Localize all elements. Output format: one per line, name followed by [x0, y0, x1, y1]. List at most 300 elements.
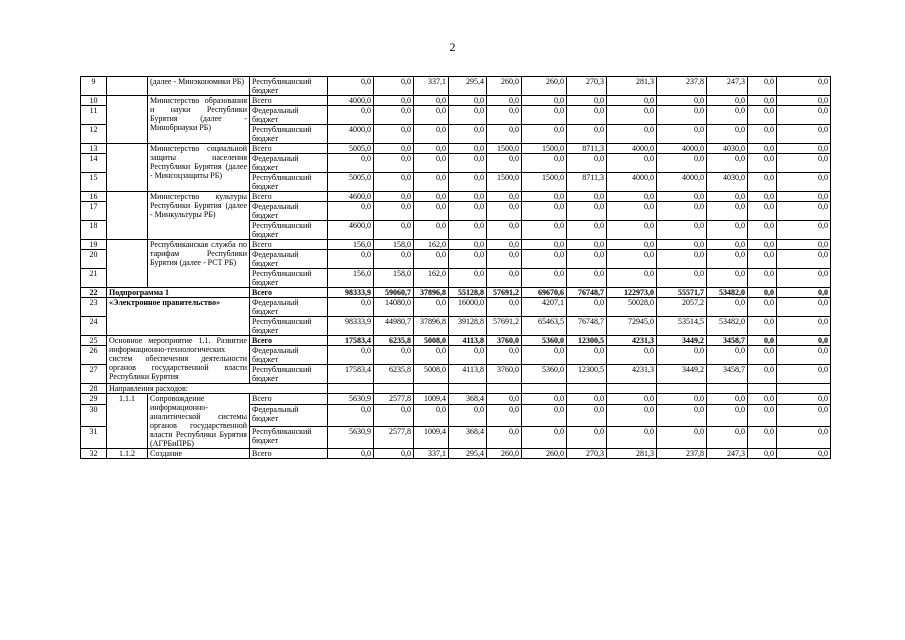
value-cell: 0,0 — [607, 202, 657, 221]
empty-cell — [657, 384, 707, 394]
value-cell: 0,0 — [487, 394, 522, 405]
empty-cell — [449, 384, 487, 394]
funding-source: Федеральный бюджет — [250, 106, 328, 125]
value-cell: 0,0 — [777, 288, 831, 298]
value-cell: 247,3 — [707, 449, 748, 459]
budget-table — [80, 76, 831, 459]
funding-source: Федеральный бюджет — [250, 405, 328, 427]
value-cell: 0,0 — [748, 144, 777, 154]
value-cell: 0,0 — [748, 405, 777, 427]
value-cell: 337,1 — [414, 77, 449, 96]
value-cell: 0,0 — [567, 106, 607, 125]
value-cell: 0,0 — [522, 125, 567, 144]
value-cell: 0,0 — [487, 250, 522, 269]
value-cell: 0,0 — [449, 269, 487, 288]
value-cell: 0,0 — [567, 125, 607, 144]
value-cell: 2577,8 — [374, 394, 414, 405]
value-cell: 0,0 — [707, 240, 748, 250]
value-cell: 4000,0 — [607, 173, 657, 192]
value-cell: 16000,0 — [449, 298, 487, 317]
value-cell: 3449,2 — [657, 336, 707, 346]
funding-source: Республиканский бюджет — [250, 125, 328, 144]
value-cell: 44980,7 — [374, 317, 414, 336]
table-row — [81, 240, 831, 250]
funding-source: Республиканский бюджет — [250, 317, 328, 336]
value-cell: 0,0 — [777, 365, 831, 384]
value-cell: 3458,7 — [707, 365, 748, 384]
value-cell: 0,0 — [449, 125, 487, 144]
row-number: 9 — [81, 77, 107, 96]
value-cell: 2577,8 — [374, 427, 414, 449]
value-cell: 0,0 — [657, 250, 707, 269]
value-cell: 0,0 — [748, 192, 777, 202]
value-cell: 0,0 — [777, 125, 831, 144]
value-cell: 3449,2 — [657, 365, 707, 384]
value-cell: 0,0 — [657, 269, 707, 288]
row-number: 16 — [81, 192, 107, 202]
value-cell: 0,0 — [414, 173, 449, 192]
subprogram-name: «Электронное правительство» — [107, 298, 250, 336]
row-number: 15 — [81, 173, 107, 192]
value-cell: 0,0 — [707, 106, 748, 125]
funding-source: Федеральный бюджет — [250, 202, 328, 221]
value-cell: 0,0 — [522, 346, 567, 365]
value-cell: 5008,0 — [414, 336, 449, 346]
value-cell: 0,0 — [374, 202, 414, 221]
empty-cell — [522, 384, 567, 394]
value-cell: 260,0 — [487, 449, 522, 459]
value-cell: 0,0 — [607, 221, 657, 240]
value-cell: 0,0 — [748, 288, 777, 298]
value-cell: 0,0 — [657, 96, 707, 106]
value-cell: 0,0 — [657, 202, 707, 221]
value-cell: 55128,8 — [449, 288, 487, 298]
empty-cell — [414, 384, 449, 394]
value-cell: 0,0 — [522, 96, 567, 106]
value-cell: 1500,0 — [522, 144, 567, 154]
value-cell: 158,0 — [374, 240, 414, 250]
value-cell: 1500,0 — [487, 144, 522, 154]
value-cell: 0,0 — [777, 269, 831, 288]
value-cell: 0,0 — [707, 405, 748, 427]
empty-cell — [487, 384, 522, 394]
value-cell: 0,0 — [449, 106, 487, 125]
value-cell: 0,0 — [414, 250, 449, 269]
table-row — [81, 394, 831, 405]
value-cell: 0,0 — [487, 96, 522, 106]
value-cell: 0,0 — [567, 250, 607, 269]
value-cell: 0,0 — [522, 192, 567, 202]
value-cell: 6235,8 — [374, 336, 414, 346]
funding-source: Всего — [250, 144, 328, 154]
value-cell: 0,0 — [374, 96, 414, 106]
activity-code: 1.1.1 — [107, 394, 148, 449]
row-number: 10 — [81, 96, 107, 106]
value-cell: 281,3 — [607, 77, 657, 96]
value-cell: 0,0 — [607, 394, 657, 405]
minecon-label: (далее - Минэкономики РБ) — [148, 77, 250, 96]
subprogram-title: Подпрограмма 1 — [107, 288, 250, 298]
value-cell: 0,0 — [449, 346, 487, 365]
value-cell: 76748,7 — [567, 288, 607, 298]
row-number: 28 — [81, 384, 107, 394]
value-cell: 0,0 — [567, 346, 607, 365]
value-cell: 337,1 — [414, 449, 449, 459]
value-cell: 247,3 — [707, 77, 748, 96]
value-cell: 0,0 — [449, 144, 487, 154]
value-cell: 0,0 — [328, 298, 374, 317]
value-cell: 237,8 — [657, 449, 707, 459]
value-cell: 270,3 — [567, 449, 607, 459]
value-cell: 4000,0 — [657, 144, 707, 154]
value-cell: 368,4 — [449, 427, 487, 449]
value-cell: 4000,0 — [328, 125, 374, 144]
funding-source: Всего — [250, 192, 328, 202]
value-cell: 237,8 — [657, 77, 707, 96]
value-cell: 295,4 — [449, 77, 487, 96]
value-cell: 4000,0 — [657, 173, 707, 192]
funding-source: Всего — [250, 240, 328, 250]
value-cell: 0,0 — [748, 336, 777, 346]
table-row — [81, 298, 831, 317]
value-cell: 122973,0 — [607, 288, 657, 298]
value-cell: 65463,5 — [522, 317, 567, 336]
row-number: 31 — [81, 427, 107, 449]
funding-source: Федеральный бюджет — [250, 154, 328, 173]
funding-source: Республиканский бюджет — [250, 269, 328, 288]
value-cell: 0,0 — [414, 154, 449, 173]
value-cell: 0,0 — [328, 449, 374, 459]
value-cell: 0,0 — [777, 144, 831, 154]
value-cell: 4000,0 — [607, 144, 657, 154]
value-cell: 0,0 — [567, 96, 607, 106]
value-cell: 0,0 — [374, 221, 414, 240]
funding-source: Федеральный бюджет — [250, 250, 328, 269]
value-cell: 3458,7 — [707, 336, 748, 346]
value-cell: 0,0 — [567, 221, 607, 240]
funding-source: Республиканский бюджет — [250, 173, 328, 192]
value-cell: 0,0 — [522, 269, 567, 288]
funding-source: Всего — [250, 288, 328, 298]
value-cell: 0,0 — [607, 269, 657, 288]
value-cell: 37896,8 — [414, 317, 449, 336]
value-cell: 37896,8 — [414, 288, 449, 298]
value-cell: 0,0 — [607, 125, 657, 144]
activity-name: Сопровождение информационно-аналитической системы органов государственной власти Республики Бурятия (АГРБиПРБ) — [148, 394, 250, 449]
value-cell: 0,0 — [748, 365, 777, 384]
value-cell: 4030,0 — [707, 144, 748, 154]
value-cell: 0,0 — [522, 221, 567, 240]
value-cell: 0,0 — [522, 427, 567, 449]
value-cell: 0,0 — [777, 77, 831, 96]
value-cell: 0,0 — [748, 427, 777, 449]
value-cell: 53482,0 — [707, 317, 748, 336]
value-cell: 0,0 — [748, 449, 777, 459]
empty-cell — [374, 384, 414, 394]
value-cell: 0,0 — [707, 221, 748, 240]
funding-source: Федеральный бюджет — [250, 298, 328, 317]
row-number: 12 — [81, 125, 107, 144]
empty-cell — [607, 384, 657, 394]
value-cell: 0,0 — [777, 298, 831, 317]
funding-source: Республиканский бюджет — [250, 77, 328, 96]
value-cell: 0,0 — [657, 394, 707, 405]
value-cell: 4113,8 — [449, 365, 487, 384]
value-cell: 0,0 — [777, 154, 831, 173]
funding-source: Всего — [250, 96, 328, 106]
value-cell: 69670,6 — [522, 288, 567, 298]
value-cell: 0,0 — [522, 240, 567, 250]
value-cell: 1500,0 — [487, 173, 522, 192]
value-cell: 0,0 — [777, 173, 831, 192]
value-cell: 0,0 — [777, 449, 831, 459]
value-cell: 295,4 — [449, 449, 487, 459]
value-cell: 156,0 — [328, 240, 374, 250]
value-cell: 0,0 — [777, 221, 831, 240]
value-cell: 0,0 — [414, 192, 449, 202]
funding-source: Республиканский бюджет — [250, 427, 328, 449]
value-cell: 14080,0 — [374, 298, 414, 317]
value-cell: 0,0 — [777, 96, 831, 106]
value-cell: 0,0 — [777, 427, 831, 449]
value-cell: 0,0 — [748, 394, 777, 405]
value-cell: 0,0 — [374, 154, 414, 173]
value-cell: 0,0 — [748, 96, 777, 106]
row-number: 26 — [81, 346, 107, 365]
value-cell: 0,0 — [657, 405, 707, 427]
funding-source: Всего — [250, 336, 328, 346]
value-cell: 0,0 — [487, 298, 522, 317]
value-cell: 0,0 — [414, 346, 449, 365]
empty-cell — [777, 384, 831, 394]
value-cell: 0,0 — [777, 336, 831, 346]
value-cell: 0,0 — [374, 173, 414, 192]
value-cell: 0,0 — [374, 346, 414, 365]
value-cell: 5630,9 — [328, 427, 374, 449]
value-cell: 0,0 — [748, 269, 777, 288]
value-cell: 0,0 — [707, 154, 748, 173]
empty-cell — [748, 384, 777, 394]
value-cell: 12300,5 — [567, 365, 607, 384]
value-cell: 17583,4 — [328, 336, 374, 346]
value-cell: 0,0 — [777, 202, 831, 221]
value-cell: 0,0 — [567, 192, 607, 202]
row-number: 13 — [81, 144, 107, 154]
value-cell: 4231,3 — [607, 365, 657, 384]
value-cell: 0,0 — [657, 427, 707, 449]
value-cell: 0,0 — [449, 192, 487, 202]
row-number: 11 — [81, 106, 107, 125]
value-cell: 0,0 — [748, 298, 777, 317]
value-cell: 0,0 — [748, 173, 777, 192]
value-cell: 0,0 — [748, 240, 777, 250]
value-cell: 0,0 — [707, 394, 748, 405]
value-cell: 0,0 — [777, 192, 831, 202]
table-row — [81, 288, 831, 298]
value-cell: 0,0 — [414, 405, 449, 427]
value-cell: 0,0 — [707, 192, 748, 202]
value-cell: 0,0 — [328, 405, 374, 427]
row-number: 27 — [81, 365, 107, 384]
value-cell: 0,0 — [522, 106, 567, 125]
value-cell: 0,0 — [567, 427, 607, 449]
value-cell: 0,0 — [607, 154, 657, 173]
value-cell: 0,0 — [567, 240, 607, 250]
value-cell: 57691,2 — [487, 288, 522, 298]
value-cell: 0,0 — [449, 202, 487, 221]
empty-cell — [707, 384, 748, 394]
value-cell: 0,0 — [522, 394, 567, 405]
activity-code: 1.1.2 — [107, 449, 148, 459]
minsoc-label: Министерство социальной защиты населения Республики Бурятия (далее - Минсоцзащиты РБ) — [148, 144, 250, 192]
value-cell: 0,0 — [328, 346, 374, 365]
value-cell: 0,0 — [657, 125, 707, 144]
value-cell: 0,0 — [487, 154, 522, 173]
value-cell: 0,0 — [707, 96, 748, 106]
value-cell: 0,0 — [374, 77, 414, 96]
value-cell: 50028,0 — [607, 298, 657, 317]
value-cell: 0,0 — [657, 106, 707, 125]
value-cell: 0,0 — [607, 405, 657, 427]
row-number: 24 — [81, 317, 107, 336]
value-cell: 0,0 — [607, 192, 657, 202]
value-cell: 4000,0 — [328, 96, 374, 106]
value-cell: 0,0 — [748, 202, 777, 221]
value-cell: 57691,2 — [487, 317, 522, 336]
value-cell: 4600,0 — [328, 221, 374, 240]
value-cell: 0,0 — [657, 154, 707, 173]
value-cell: 4231,3 — [607, 336, 657, 346]
directions-label: Направления расходов: — [107, 384, 328, 394]
value-cell: 0,0 — [449, 221, 487, 240]
value-cell: 0,0 — [449, 96, 487, 106]
row-number: 20 — [81, 250, 107, 269]
value-cell: 4207,1 — [522, 298, 567, 317]
value-cell: 0,0 — [414, 202, 449, 221]
page-number: 2 — [449, 40, 456, 54]
value-cell: 5360,0 — [522, 336, 567, 346]
value-cell: 0,0 — [777, 250, 831, 269]
value-cell: 0,0 — [707, 346, 748, 365]
funding-source: Федеральный бюджет — [250, 346, 328, 365]
value-cell: 0,0 — [449, 240, 487, 250]
value-cell: 0,0 — [567, 394, 607, 405]
row-number: 32 — [81, 449, 107, 459]
value-cell: 0,0 — [777, 346, 831, 365]
value-cell: 0,0 — [748, 250, 777, 269]
value-cell: 0,0 — [567, 202, 607, 221]
value-cell: 0,0 — [374, 144, 414, 154]
value-cell: 0,0 — [748, 106, 777, 125]
value-cell: 270,3 — [567, 77, 607, 96]
row-number: 21 — [81, 269, 107, 288]
value-cell: 0,0 — [374, 405, 414, 427]
value-cell: 0,0 — [707, 125, 748, 144]
funding-source: Всего — [250, 394, 328, 405]
value-cell: 3760,0 — [487, 336, 522, 346]
value-cell: 0,0 — [328, 202, 374, 221]
value-cell: 0,0 — [487, 221, 522, 240]
row-number: 19 — [81, 240, 107, 250]
value-cell: 0,0 — [748, 221, 777, 240]
value-cell: 0,0 — [328, 154, 374, 173]
value-cell: 156,0 — [328, 269, 374, 288]
table-row — [81, 192, 831, 202]
table-row — [81, 96, 831, 106]
value-cell: 1500,0 — [522, 173, 567, 192]
value-cell: 0,0 — [414, 96, 449, 106]
row-number: 29 — [81, 394, 107, 405]
value-cell: 0,0 — [449, 173, 487, 192]
value-cell: 281,3 — [607, 449, 657, 459]
value-cell: 260,0 — [522, 449, 567, 459]
row-number: 17 — [81, 202, 107, 221]
value-cell: 5008,0 — [414, 365, 449, 384]
minobr-label: Министерство образования и науки Республики Бурятия (далее - Минобрнауки РБ) — [148, 96, 250, 144]
value-cell: 0,0 — [567, 154, 607, 173]
value-cell: 0,0 — [414, 221, 449, 240]
value-cell: 0,0 — [449, 405, 487, 427]
value-cell: 72945,0 — [607, 317, 657, 336]
row-number: 30 — [81, 405, 107, 427]
value-cell: 1009,4 — [414, 394, 449, 405]
value-cell: 0,0 — [777, 405, 831, 427]
value-cell: 0,0 — [777, 240, 831, 250]
value-cell: 5360,0 — [522, 365, 567, 384]
empty-cell — [567, 384, 607, 394]
value-cell: 2057,2 — [657, 298, 707, 317]
value-cell: 0,0 — [487, 192, 522, 202]
value-cell: 0,0 — [707, 202, 748, 221]
value-cell: 0,0 — [487, 106, 522, 125]
value-cell: 0,0 — [777, 106, 831, 125]
value-cell: 6235,8 — [374, 365, 414, 384]
table-row — [81, 449, 831, 459]
value-cell: 0,0 — [449, 154, 487, 173]
value-cell: 0,0 — [328, 250, 374, 269]
value-cell: 76748,7 — [567, 317, 607, 336]
value-cell: 12300,5 — [567, 336, 607, 346]
value-cell: 4030,0 — [707, 173, 748, 192]
value-cell: 0,0 — [748, 125, 777, 144]
value-cell: 0,0 — [607, 250, 657, 269]
value-cell: 0,0 — [607, 346, 657, 365]
row-number: 23 — [81, 298, 107, 317]
funding-source: Республиканский бюджет — [250, 365, 328, 384]
value-cell: 0,0 — [607, 427, 657, 449]
value-cell: 53482,0 — [707, 288, 748, 298]
value-cell: 0,0 — [328, 77, 374, 96]
value-cell: 0,0 — [487, 202, 522, 221]
value-cell: 0,0 — [487, 125, 522, 144]
row-number: 25 — [81, 336, 107, 346]
value-cell: 0,0 — [487, 269, 522, 288]
value-cell: 5005,0 — [328, 144, 374, 154]
funding-source: Всего — [250, 449, 328, 459]
table-row — [81, 77, 831, 96]
value-cell: 0,0 — [567, 298, 607, 317]
value-cell: 3760,0 — [487, 365, 522, 384]
value-cell: 162,0 — [414, 269, 449, 288]
value-cell: 0,0 — [607, 106, 657, 125]
rst-label: Республиканская служба по тарифам Республики Бурятия (далее - РСТ РБ) — [148, 240, 250, 288]
value-cell: 0,0 — [607, 240, 657, 250]
value-cell: 0,0 — [414, 144, 449, 154]
table-row — [81, 384, 831, 394]
row-number: 22 — [81, 288, 107, 298]
value-cell: 260,0 — [487, 77, 522, 96]
value-cell: 0,0 — [487, 240, 522, 250]
